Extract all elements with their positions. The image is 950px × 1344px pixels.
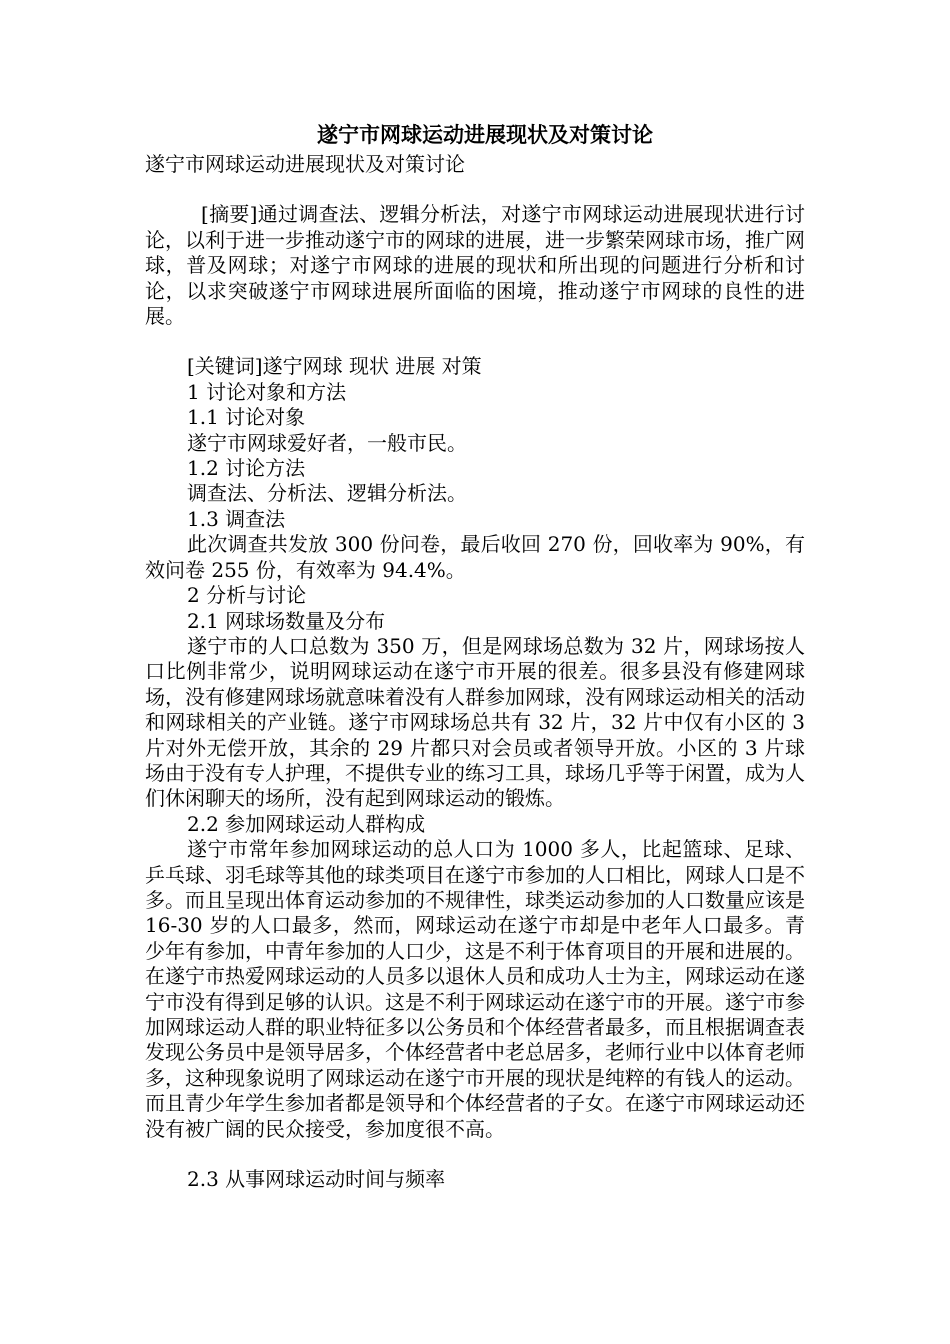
- document-subtitle: 遂宁市网球运动进展现状及对策讨论: [145, 152, 465, 176]
- document-title: 遂宁市网球运动进展现状及对策讨论: [317, 122, 653, 147]
- section-1-heading: 1 讨论对象和方法: [187, 379, 347, 404]
- document-page: [145, 118, 805, 1192]
- section-1-1-text: 遂宁市网球爱好者，一般市民。: [187, 430, 467, 455]
- section-2-1-heading: 2.1 网球场数量及分布: [187, 608, 386, 633]
- section-1-3-text: 此次调查共发放 300 份问卷，最后收回 270 份，回收率为 90%，有效问卷 255 份，有效率为 94.4%。: [145, 532, 805, 582]
- spacer: [145, 177, 805, 202]
- section-2-2-heading: 2.2 参加网球运动人群构成: [187, 811, 426, 836]
- section-1-2-text: 调查法、分析法、逻辑分析法。: [187, 481, 467, 506]
- spacer: [145, 1142, 805, 1167]
- section-2-2-text: 遂宁市常年参加网球运动的总人口为 1000 多人，比起篮球、足球、乒乓球、羽毛球等其他的球类项目在遂宁市参加的人口相比，网球人口是不多。而且呈现出体育运动参加的不规律性，球类运动参加的人口数量应该是 16-30 岁的人口最多，然而，网球运动在遂宁市却是中老年人口最多。青少年有参加，中青年参加的人口少，这是不利于体育项目的开展和进展的。在遂宁市热爱网球运动的人员多以退休人员和成功人士为主，网球运动在遂宁市没有得到足够的认识。这是不利于网球运动在遂宁市的开展。遂宁市参加网球运动人群的职业特征多以公务员和个体经营者最多，而且根据调查表发现公务员中是领导居多，个体经营者中老总居多，老师行业中以体育老师多，这种现象说明了网球运动在遂宁市开展的现状是纯粹的有钱人的运动。而且青少年学生参加者都是领导和个体经营者的子女。在遂宁市网球运动还没有被广阔的民众接受，参加度很不高。: [145, 837, 805, 1141]
- abstract-paragraph: [摘要]通过调查法、逻辑分析法，对遂宁市网球运动进展现状进行讨论，以利于进一步推动遂宁市的网球的进展，进一步繁荣网球市场，推广网球，普及网球；对遂宁市网球的进展的现状和所出现的问题进行分析和讨论，以求突破遂宁市网球进展所面临的困境，推动遂宁市网球的良性的进展。: [145, 202, 805, 329]
- section-1-2-heading: 1.2 讨论方法: [187, 456, 306, 481]
- keywords-line: [关键词]遂宁网球 现状 进展 对策: [187, 354, 482, 379]
- section-1-1-heading: 1.1 讨论对象: [187, 405, 306, 430]
- section-1-3-heading: 1.3 调查法: [187, 506, 286, 531]
- spacer: [145, 329, 805, 354]
- section-2-1-text: 遂宁市的人口总数为 350 万，但是网球场总数为 32 片，网球场按人口比例非常少，说明网球运动在遂宁市开展的很差。很多县没有修建网球场，没有修建网球场就意味着没有人群参加网球，没有网球运动相关的活动和网球相关的产业链。遂宁市网球场总共有 32 片，32 片中仅有小区的 3 片对外无偿开放，其余的 29 片都只对会员或者领导开放。小区的 3 片球场由于没有专人护理，不提供专业的练习工具，球场几乎等于闲置，成为人们休闲聊天的场所，没有起到网球运动的锻炼。: [145, 633, 805, 811]
- section-2-heading: 2 分析与讨论: [187, 583, 307, 608]
- section-2-3-heading: 2.3 从事网球运动时间与频率: [187, 1167, 446, 1192]
